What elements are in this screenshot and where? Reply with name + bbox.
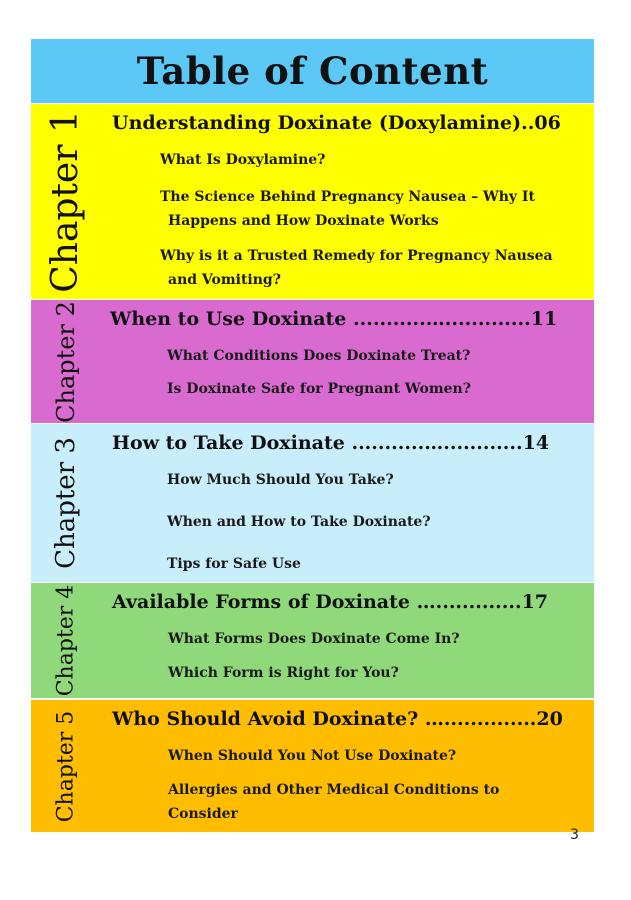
chapter-4-sub-2[interactable]: Which Form is Right for You? [168, 665, 399, 681]
chapter-3-tab [31, 424, 100, 582]
page-number: 3 [570, 827, 579, 843]
chapter-2-tab [31, 300, 100, 423]
chapter-5-heading[interactable]: Who Should Avoid Doxinate? …..............20 [112, 708, 563, 730]
chapter-3-label: Chapter 3 [50, 437, 81, 569]
chapter-1-sub-3[interactable]: Why is it a Trusted Remedy for Pregnancy Nausea and Vomiting? [160, 248, 553, 288]
chapter-4-sub-1[interactable]: What Forms Does Doxinate Come In? [168, 631, 460, 647]
chapter-5-sub-1[interactable]: When Should You Not Use Doxinate? [168, 748, 457, 764]
chapter-1-heading[interactable]: Understanding Doxinate (Doxylamine)..06 [112, 112, 561, 134]
chapter-2-sub-1[interactable]: What Conditions Does Doxinate Treat? [167, 348, 471, 364]
chapter-3-sub-1[interactable]: How Much Should You Take? [167, 472, 394, 488]
chapter-5-tab [31, 700, 100, 832]
chapter-2-sub-2[interactable]: Is Doxinate Safe for Pregnant Women? [167, 381, 471, 397]
chapter-4-tab [31, 583, 100, 698]
chapter-3-sub-2[interactable]: When and How to Take Doxinate? [167, 514, 431, 530]
chapter-4-heading[interactable]: Available Forms of Doxinate ….............17 [112, 591, 549, 613]
page-title: Table of Content [136, 49, 489, 93]
chapter-3-sub-3[interactable]: Tips for Safe Use [167, 556, 301, 572]
chapter-5-label: Chapter 5 [53, 710, 79, 822]
title-bar [31, 39, 594, 103]
chapter-1-label: Chapter 1 [45, 110, 87, 293]
chapter-1-sub-1[interactable]: What Is Doxylamine? [160, 152, 326, 168]
chapter-4-label: Chapter 4 [53, 584, 79, 697]
chapter-1-sub-2[interactable]: The Science Behind Pregnancy Nausea – Why It Happens and How Doxinate Works [160, 189, 535, 229]
chapter-1-tab [31, 104, 100, 299]
chapter-5-sub-2[interactable]: Allergies and Other Medical Conditions to Consider [168, 782, 500, 822]
chapter-2-heading[interactable]: When to Use Doxinate ...........….............11 [110, 308, 558, 330]
chapter-2-label: Chapter 2 [51, 300, 80, 423]
chapter-3-heading[interactable]: How to Take Doxinate ...........…............14 [112, 432, 550, 454]
